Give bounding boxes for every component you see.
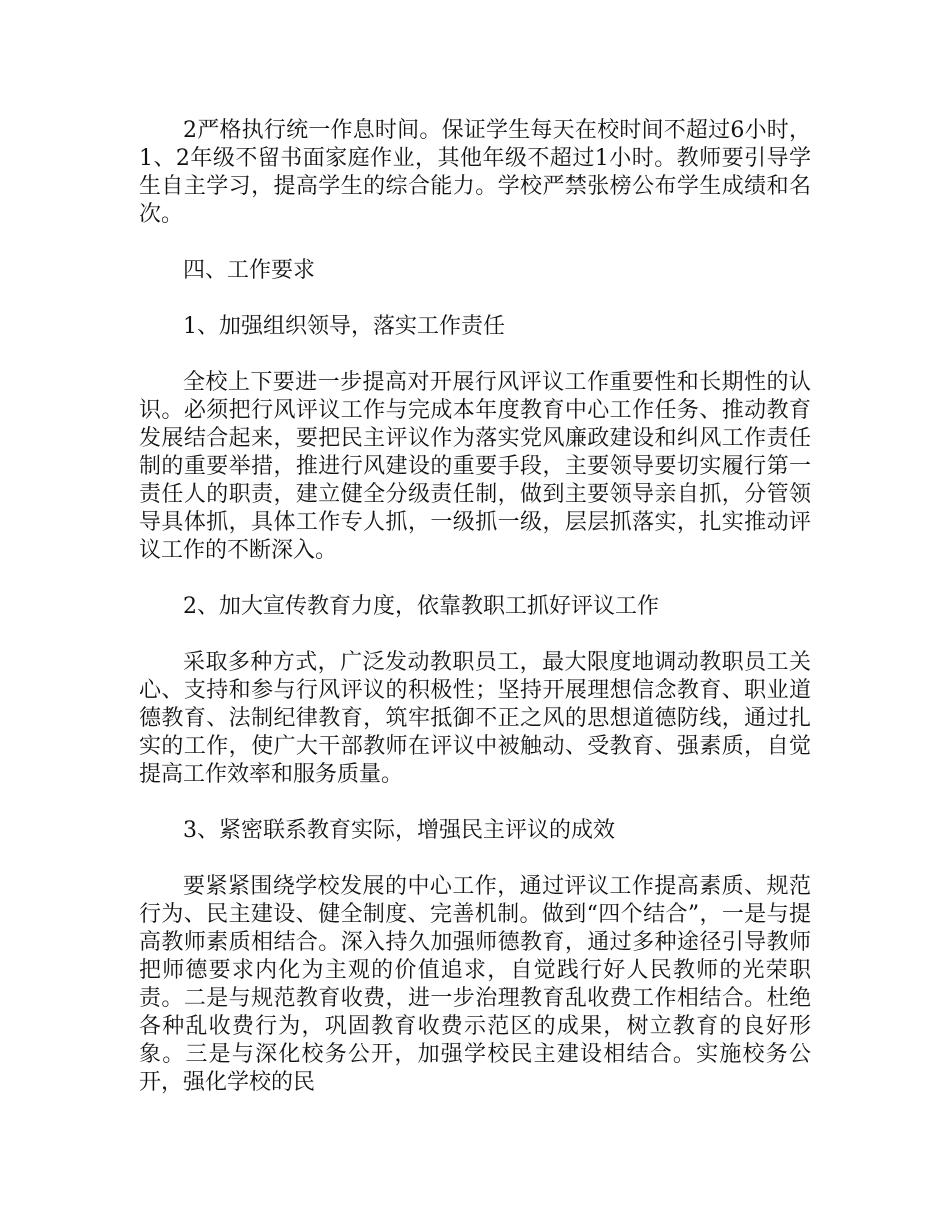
paragraph-schedule-rules: 2严格执行统一作息时间。保证学生每天在校时间不超过6小时，1、2年级不留书面家庭作业，其他年级不超过1小时。教师要引导学生自主学习，提高学生的综合能力。学校严禁张榜公布学生成绩和名次。 [139,118,811,227]
section-heading-work-requirements: 四、工作要求 [183,258,316,283]
subheading-publicity-education: 2、加大宣传教育力度，依靠教职工抓好评议工作 [183,594,659,619]
document-body [139,117,811,1097]
subheading-education-practice: 3、紧密联系教育实际，增强民主评议的成效 [183,818,615,843]
paragraph-publicity-education: 采取多种方式，广泛发动教职员工，最大限度地调动教职员工关心、支持和参与行风评议的积极性；坚持开展理想信念教育、职业道德教育、法制纪律教育，筑牢抵御不正之风的思想道德防线，通过扎实的工作，使广大干部教师在评议中被触动、受教育、强素质，自觉提高工作效率和服务质量。 [139,650,811,787]
paragraph-four-combinations: 要紧紧围绕学校发展的中心工作，通过评议工作提高素质、规范行为、民主建设、健全制度、完善机制。做到“四个结合”，一是与提高教师素质相结合。深入持久加强师德教育，通过多种途径引导教师把师德要求内化为主观的价值追求，自觉践行好人民教师的光荣职责。二是与规范教育收费，进一步治理教育乱收费工作相结合。杜绝各种乱收费行为，巩固教育收费示范区的成果，树立教育的良好形象。三是与深化校务公开，加强学校民主建设相结合。实施校务公开，强化学校的民 [139,874,811,1095]
paragraph-leadership-responsibility: 全校上下要进一步提高对开展行风评议工作重要性和长期性的认识。必须把行风评议工作与完成本年度教育中心工作任务、推动教育发展结合起来，要把民主评议作为落实党风廉政建设和纠风工作责任制的重要举措，推进行风建设的重要手段，主要领导要切实履行第一责任人的职责，建立健全分级责任制，做到主要领导亲自抓，分管领导具体抓，具体工作专人抓，一级抓一级，层层抓落实，扎实推动评议工作的不断深入。 [139,370,811,563]
subheading-organization-leadership: 1、加强组织领导，落实工作责任 [183,314,505,339]
